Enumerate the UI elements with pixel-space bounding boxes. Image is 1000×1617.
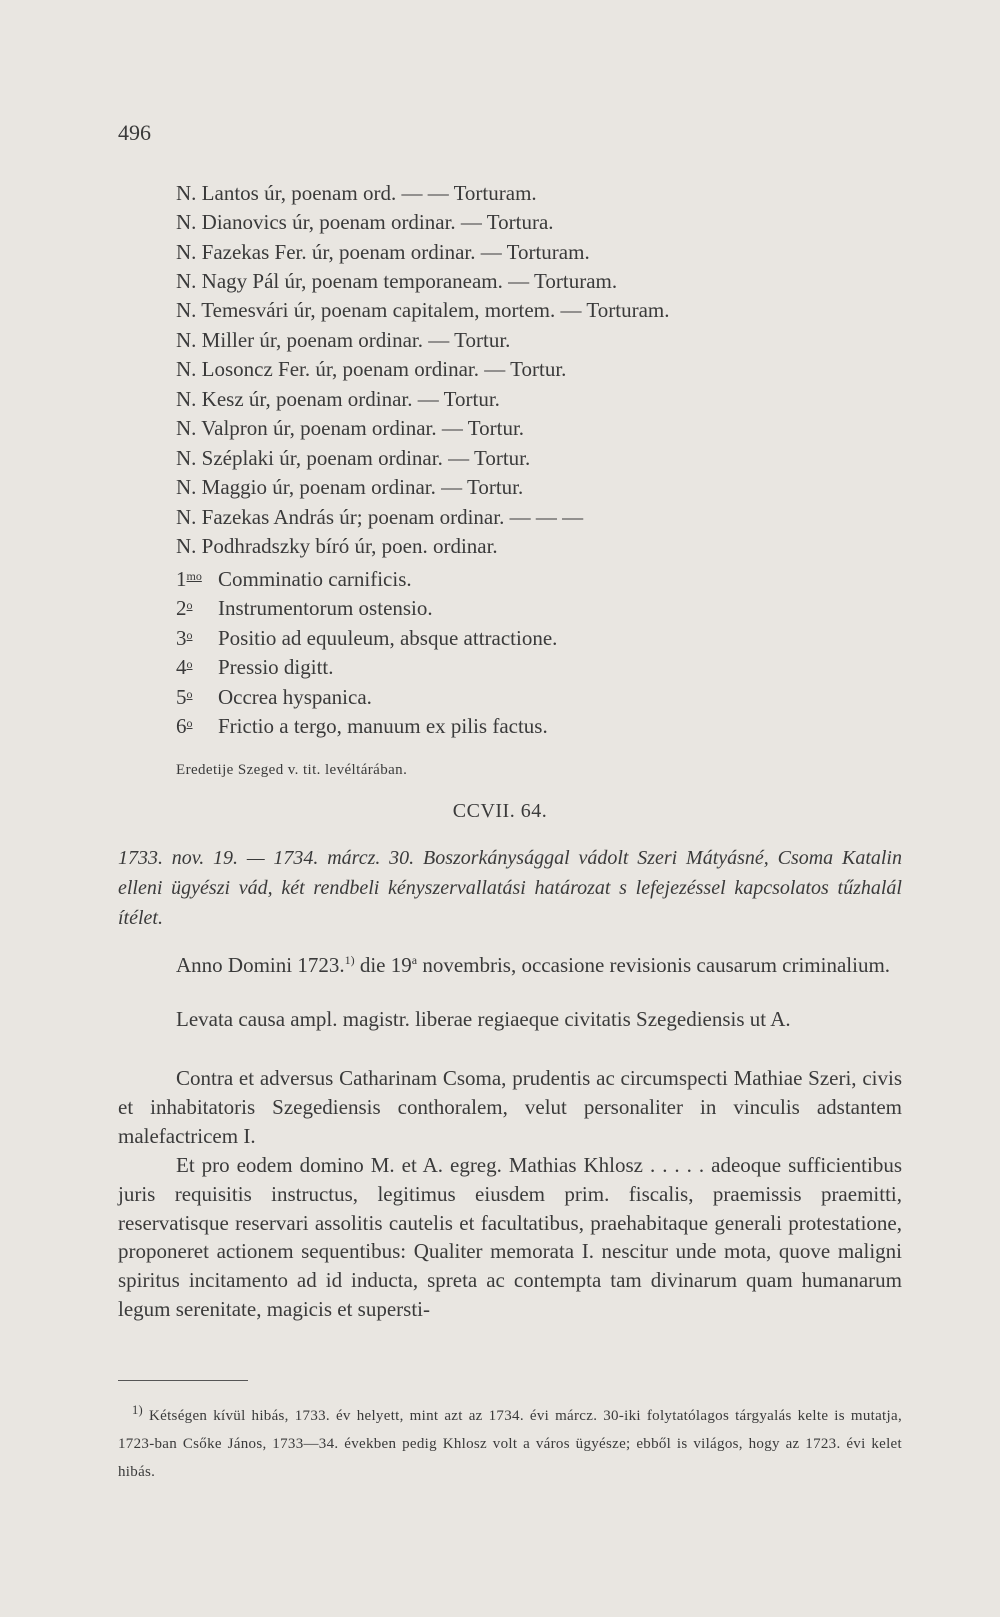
footnote-divider (118, 1380, 248, 1381)
enum-text: Frictio a tergo, manuum ex pilis factus. (218, 714, 548, 738)
footnote: $^{1)}$ Kétségen kívül hibás, 1733. év helyett, mint azt az 1734. évi márcz. 30-iki folytatólagos tárgyalás kelte is mutatja, 1723-ban Csőke János, 1733—34. években pedig Khlosz volt a város ügyésze; ebből is világos, hogy az 1723. évi kelet hibás. (118, 1403, 902, 1480)
list-line: N. Dianovics úr, poenam ordinar. — Tortura. (176, 210, 554, 234)
footnote-reference: 1) (344, 953, 355, 967)
document-heading: 1733. nov. 19. — 1734. márcz. 30. Boszorkánysággal vádolt Szeri Mátyásné, Csoma Katalin elleni ügyészi vád, két rendbeli kényszervallatási határozat s lefejezéssel kapcsolatos tűzhalál ítélet. (118, 847, 902, 929)
enum-item (176, 649, 334, 682)
enum-text: Instrumentorum ostensio. (218, 596, 433, 620)
source-note: Eredetije Szeged v. tit. levéltárában. (176, 762, 408, 778)
enum-text: Pressio digitt. (218, 655, 334, 679)
enum-item (176, 590, 433, 623)
list-line: N. Fazekas Fer. úr, poenam ordinar. — Torturam. (176, 240, 590, 264)
document-number: CCVII. 64. (452, 800, 548, 822)
enum-number: 5$^o$ (176, 685, 193, 709)
list-line: N. Temesvári úr, poenam capitalem, mortem. — Torturam. (176, 298, 670, 322)
list-line: N. Lantos úr, poenam ord. — — Torturam. (176, 181, 537, 205)
enum-number: 6$^o$ (176, 714, 193, 738)
paragraph: Et pro eodem domino M. et A. egreg. Mathias Khlosz . . . . . adeoque sufficientibus juris requisitis instructus, legitimus eiusdem prim. fiscalis, praemissis praemitti, reservatisque reservari assolitis cautelis et facultatibus, praehabitaque generali protestatione, proponeret actionem sequentibus: Qualiter memorata I. nescitur unde mota, quove maligni spiritus incitamento ad id inducta, spreta ac contempta tam divinarum quam humanarum legum serenitate, magicis et supersti- (118, 1153, 902, 1321)
list-line: N. Maggio úr, poenam ordinar. — Tortur. (176, 475, 524, 499)
list-line: N. Fazekas András úr; poenam ordinar. — — — (176, 505, 584, 529)
paragraph: Levata causa ampl. magistr. liberae regiaeque civitatis Szegediensis ut A. (176, 1007, 791, 1031)
enum-number: 2$^o$ (176, 596, 193, 620)
list-line: N. Kesz úr, poenam ordinar. — Tortur. (176, 387, 500, 411)
list-line: N. Nagy Pál úr, poenam temporaneam. — Torturam. (176, 269, 618, 293)
list-line: N. Losoncz Fer. úr, poenam ordinar. — Tortur. (176, 357, 567, 381)
list-line: N. Podhradszky bíró úr, poen. ordinar. (176, 534, 498, 558)
list-line: N. Széplaki úr, poenam ordinar. — Tortur. (176, 446, 531, 470)
page-number: 496 (118, 120, 151, 145)
list-line: N. Valpron úr, poenam ordinar. — Tortur. (176, 416, 525, 440)
enum-number: $1^{mo}$ (176, 567, 202, 591)
enum-text: Occrea hyspanica. (218, 685, 372, 709)
enum-text: Comminatio carnificis. (218, 567, 412, 591)
paragraph: Anno Domini 1723.$^{1)}$ die 19$^a$ novembris, occasione revisionis causarum criminalium. (176, 953, 891, 977)
enum-number: 4$^o$ (176, 655, 193, 679)
enum-number: 3$^o$ (176, 626, 193, 650)
paragraph: Contra et adversus Catharinam Csoma, prudentis ac circumspecti Mathiae Szeri, civis et inhabitatoris Szegediensis conthoralem, velut personaliter in vinculis adstantem malefactricem I. (118, 1066, 902, 1148)
footnote-marker: 1) (132, 1403, 144, 1417)
list-line: N. Miller úr, poenam ordinar. — Tortur. (176, 328, 511, 352)
enum-item (176, 708, 548, 741)
enum-text: Positio ad equuleum, absque attractione. (218, 626, 558, 650)
